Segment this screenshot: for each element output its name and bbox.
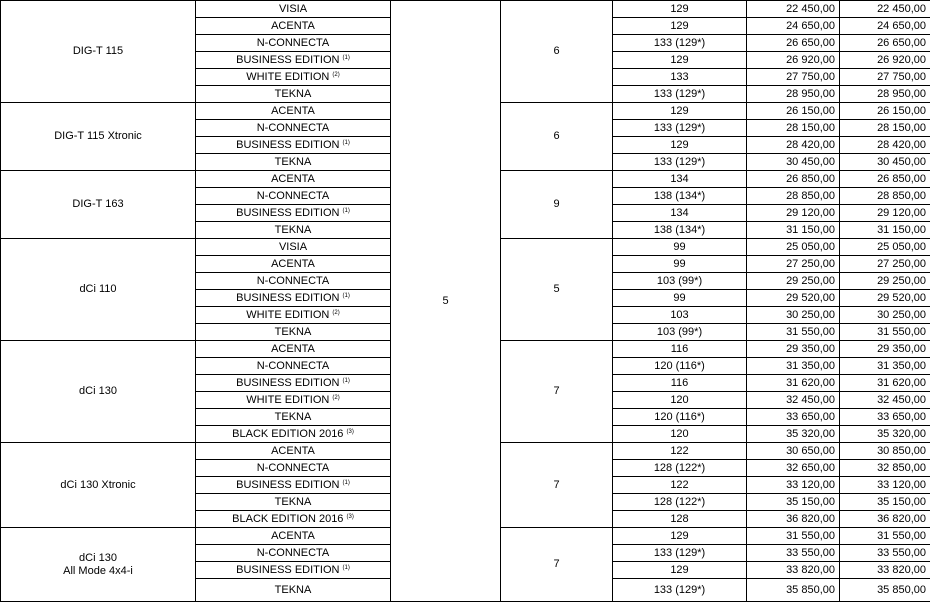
trim-label: ACENTA	[271, 529, 315, 542]
price-cell-2: 35 320,00	[840, 426, 930, 443]
price-cell: 33 820,00	[747, 562, 840, 579]
trim-label: BUSINESS EDITION	[236, 138, 340, 151]
price-cell-2: 29 250,00	[840, 273, 930, 290]
footnote-marker: (1)	[342, 207, 350, 214]
trim-cell	[196, 562, 391, 579]
price-cell-2: 31 550,00	[840, 324, 930, 341]
engine-label: DIG-T 163	[72, 198, 124, 210]
co2-cell: 133 (129*)	[613, 579, 747, 602]
trim-cell	[196, 137, 391, 154]
price-cell-2: 28 950,00	[840, 86, 930, 103]
engine-cell	[1, 341, 196, 443]
group-value-cell	[501, 528, 613, 602]
group-value: 7	[553, 558, 560, 570]
engine-label: dCi 110	[79, 283, 117, 295]
price-cell-2: 30 450,00	[840, 154, 930, 171]
price-cell-2: 29 350,00	[840, 341, 930, 358]
trim-label: TEKNA	[274, 87, 312, 100]
price-cell: 35 850,00	[747, 579, 840, 602]
price-cell-2: 28 150,00	[840, 120, 930, 137]
engine-cell	[1, 171, 196, 239]
trim-label: ACENTA	[271, 104, 315, 117]
price-cell-2: 26 650,00	[840, 35, 930, 52]
trim-label: N-CONNECTA	[256, 359, 330, 372]
co2-cell: 120	[613, 426, 747, 443]
trim-label: N-CONNECTA	[256, 189, 330, 202]
trim-cell	[196, 409, 391, 426]
engine-cell	[1, 443, 196, 528]
price-cell: 30 250,00	[747, 307, 840, 324]
trim-label: ACENTA	[271, 19, 315, 32]
co2-cell: 116	[613, 341, 747, 358]
trim-cell	[196, 239, 391, 256]
co2-cell: 133	[613, 69, 747, 86]
price-cell-2: 35 150,00	[840, 494, 930, 511]
trim-cell	[196, 545, 391, 562]
price-cell-2: 24 650,00	[840, 18, 930, 35]
trim-label: ACENTA	[271, 172, 315, 185]
price-cell: 31 350,00	[747, 358, 840, 375]
engine-label: DIG-T 115 Xtronic	[54, 130, 142, 142]
trim-label: ACENTA	[271, 342, 315, 355]
trim-label: TEKNA	[274, 410, 312, 423]
co2-cell: 128 (122*)	[613, 494, 747, 511]
co2-cell: 129	[613, 562, 747, 579]
trim-label: BUSINESS EDITION	[236, 376, 340, 389]
trim-label: WHITE EDITION	[246, 308, 330, 321]
engine-cell	[1, 239, 196, 341]
price-cell-2: 35 850,00	[840, 579, 930, 602]
footnote-marker: (1)	[342, 54, 350, 61]
trim-label: N-CONNECTA	[256, 274, 330, 287]
price-cell: 31 620,00	[747, 375, 840, 392]
price-cell-2: 25 050,00	[840, 239, 930, 256]
co2-cell: 99	[613, 290, 747, 307]
price-cell-2: 30 850,00	[840, 443, 930, 460]
group-value-cell	[501, 1, 613, 103]
price-cell: 30 450,00	[747, 154, 840, 171]
price-cell: 24 650,00	[747, 18, 840, 35]
group-value: 7	[553, 385, 560, 397]
price-cell-2: 27 750,00	[840, 69, 930, 86]
trim-cell	[196, 511, 391, 528]
price-cell: 29 120,00	[747, 205, 840, 222]
co2-cell: 103 (99*)	[613, 273, 747, 290]
trim-cell	[196, 120, 391, 137]
group-value: 6	[553, 130, 560, 142]
price-cell-2: 29 120,00	[840, 205, 930, 222]
price-cell-2: 31 550,00	[840, 528, 930, 545]
price-cell-2: 33 120,00	[840, 477, 930, 494]
trim-cell	[196, 579, 391, 602]
engine-cell	[1, 1, 196, 103]
engine-cell	[1, 528, 196, 602]
price-cell-2: 27 250,00	[840, 256, 930, 273]
co2-cell: 120 (116*)	[613, 409, 747, 426]
trim-label: ACENTA	[271, 444, 315, 457]
trim-label: ACENTA	[271, 257, 315, 270]
price-cell-2: 31 150,00	[840, 222, 930, 239]
price-cell: 31 550,00	[747, 528, 840, 545]
co2-cell: 129	[613, 528, 747, 545]
engine-label: DIG-T 115	[72, 45, 124, 57]
footnote-marker: (1)	[342, 479, 350, 486]
footnote-marker: (1)	[342, 564, 350, 571]
co2-cell: 138 (134*)	[613, 188, 747, 205]
trim-label: N-CONNECTA	[256, 461, 330, 474]
trim-label: N-CONNECTA	[256, 121, 330, 134]
price-cell-2: 26 920,00	[840, 52, 930, 69]
price-cell: 31 150,00	[747, 222, 840, 239]
group-value: 6	[553, 45, 560, 57]
group-value-cell	[501, 443, 613, 528]
co2-cell: 128 (122*)	[613, 460, 747, 477]
price-cell: 31 550,00	[747, 324, 840, 341]
trim-label: N-CONNECTA	[256, 36, 330, 49]
trim-cell	[196, 35, 391, 52]
shared-value: 5	[442, 294, 449, 307]
trim-label: TEKNA	[274, 495, 312, 508]
co2-cell: 134	[613, 171, 747, 188]
price-cell: 26 650,00	[747, 35, 840, 52]
price-cell: 29 520,00	[747, 290, 840, 307]
co2-cell: 134	[613, 205, 747, 222]
co2-cell: 99	[613, 256, 747, 273]
co2-cell: 122	[613, 477, 747, 494]
trim-cell	[196, 341, 391, 358]
price-cell: 28 150,00	[747, 120, 840, 137]
price-cell-2: 22 450,00	[840, 1, 930, 18]
price-cell: 27 250,00	[747, 256, 840, 273]
price-cell-2: 33 820,00	[840, 562, 930, 579]
price-cell: 30 650,00	[747, 443, 840, 460]
shared-value-cell	[391, 1, 501, 602]
footnote-marker: (1)	[342, 377, 350, 384]
trim-cell	[196, 103, 391, 120]
group-value-cell	[501, 341, 613, 443]
price-cell-2: 28 420,00	[840, 137, 930, 154]
trim-label: BUSINESS EDITION	[236, 291, 340, 304]
group-value-cell	[501, 103, 613, 171]
co2-cell: 129	[613, 52, 747, 69]
price-cell: 32 450,00	[747, 392, 840, 409]
trim-cell	[196, 222, 391, 239]
trim-cell	[196, 1, 391, 18]
group-value: 5	[553, 283, 560, 295]
price-cell: 28 420,00	[747, 137, 840, 154]
trim-cell	[196, 273, 391, 290]
footnote-marker: (2)	[332, 309, 340, 316]
trim-cell	[196, 528, 391, 545]
price-cell: 22 450,00	[747, 1, 840, 18]
price-cell: 33 550,00	[747, 545, 840, 562]
engine-label: dCi 130	[79, 385, 117, 397]
trim-cell	[196, 171, 391, 188]
trim-cell	[196, 154, 391, 171]
price-cell: 29 350,00	[747, 341, 840, 358]
trim-cell	[196, 477, 391, 494]
co2-cell: 120 (116*)	[613, 358, 747, 375]
co2-cell: 133 (129*)	[613, 35, 747, 52]
price-table-body	[1, 1, 930, 602]
co2-cell: 138 (134*)	[613, 222, 747, 239]
trim-cell	[196, 494, 391, 511]
co2-cell: 103	[613, 307, 747, 324]
trim-label: TEKNA	[274, 155, 312, 168]
price-cell-2: 26 850,00	[840, 171, 930, 188]
price-cell-2: 28 850,00	[840, 188, 930, 205]
price-cell: 29 250,00	[747, 273, 840, 290]
price-cell-2: 29 520,00	[840, 290, 930, 307]
co2-cell: 133 (129*)	[613, 86, 747, 103]
trim-label: VISIA	[278, 240, 308, 253]
group-value: 9	[553, 198, 560, 210]
co2-cell: 99	[613, 239, 747, 256]
price-cell-2: 31 620,00	[840, 375, 930, 392]
price-cell-2: 32 450,00	[840, 392, 930, 409]
price-cell: 27 750,00	[747, 69, 840, 86]
co2-cell: 129	[613, 18, 747, 35]
footnote-marker: (2)	[332, 71, 340, 78]
co2-cell: 129	[613, 1, 747, 18]
price-cell: 36 820,00	[747, 511, 840, 528]
co2-cell: 129	[613, 103, 747, 120]
price-cell: 28 850,00	[747, 188, 840, 205]
engine-label: dCi 130 Xtronic	[60, 478, 136, 491]
trim-label: BUSINESS EDITION	[236, 478, 340, 491]
price-cell: 28 950,00	[747, 86, 840, 103]
footnote-marker: (1)	[342, 292, 350, 299]
trim-cell	[196, 324, 391, 341]
group-value-cell	[501, 171, 613, 239]
engine-cell	[1, 103, 196, 171]
footnote-marker: (3)	[346, 428, 354, 435]
trim-label: TEKNA	[274, 583, 312, 596]
trim-cell	[196, 69, 391, 86]
engine-label-line2: All Mode 4x4-i	[63, 564, 133, 577]
price-cell: 25 050,00	[747, 239, 840, 256]
trim-cell	[196, 392, 391, 409]
trim-label: BUSINESS EDITION	[236, 206, 340, 219]
price-cell-2: 32 850,00	[840, 460, 930, 477]
price-cell: 32 650,00	[747, 460, 840, 477]
trim-label: TEKNA	[274, 325, 312, 338]
co2-cell: 122	[613, 443, 747, 460]
trim-cell	[196, 375, 391, 392]
engine-label: dCi 130	[79, 551, 117, 564]
price-cell-2: 36 820,00	[840, 511, 930, 528]
trim-cell	[196, 358, 391, 375]
footnote-marker: (3)	[346, 513, 354, 520]
trim-label: VISIA	[278, 2, 308, 15]
table-row	[1, 1, 930, 18]
trim-label: WHITE EDITION	[246, 393, 330, 406]
footnote-marker: (2)	[332, 394, 340, 401]
price-cell-2: 31 350,00	[840, 358, 930, 375]
price-cell-2: 26 150,00	[840, 103, 930, 120]
trim-label: TEKNA	[274, 223, 312, 236]
price-cell-2: 30 250,00	[840, 307, 930, 324]
trim-label: N-CONNECTA	[256, 546, 330, 559]
co2-cell: 129	[613, 137, 747, 154]
trim-cell	[196, 205, 391, 222]
group-value-cell	[501, 239, 613, 341]
trim-cell	[196, 256, 391, 273]
co2-cell: 103 (99*)	[613, 324, 747, 341]
trim-cell	[196, 307, 391, 324]
co2-cell: 116	[613, 375, 747, 392]
price-cell: 33 120,00	[747, 477, 840, 494]
trim-cell	[196, 18, 391, 35]
trim-cell	[196, 86, 391, 103]
trim-cell	[196, 426, 391, 443]
co2-cell: 133 (129*)	[613, 154, 747, 171]
price-cell: 26 850,00	[747, 171, 840, 188]
price-cell: 35 150,00	[747, 494, 840, 511]
trim-cell	[196, 460, 391, 477]
footnote-marker: (1)	[342, 139, 350, 146]
trim-cell	[196, 290, 391, 307]
trim-cell	[196, 443, 391, 460]
group-value: 7	[553, 478, 560, 491]
trim-label: BLACK EDITION 2016	[232, 512, 344, 525]
price-cell-2: 33 550,00	[840, 545, 930, 562]
trim-cell	[196, 188, 391, 205]
co2-cell: 133 (129*)	[613, 120, 747, 137]
price-cell: 33 650,00	[747, 409, 840, 426]
co2-cell: 120	[613, 392, 747, 409]
price-cell: 26 920,00	[747, 52, 840, 69]
co2-cell: 128	[613, 511, 747, 528]
trim-label: BUSINESS EDITION	[236, 53, 340, 66]
co2-cell: 133 (129*)	[613, 545, 747, 562]
price-cell: 35 320,00	[747, 426, 840, 443]
price-cell-2: 33 650,00	[840, 409, 930, 426]
trim-cell	[196, 52, 391, 69]
trim-label: BLACK EDITION 2016	[232, 427, 344, 440]
price-cell: 26 150,00	[747, 103, 840, 120]
trim-label: WHITE EDITION	[246, 70, 330, 83]
trim-label: BUSINESS EDITION	[236, 563, 340, 576]
